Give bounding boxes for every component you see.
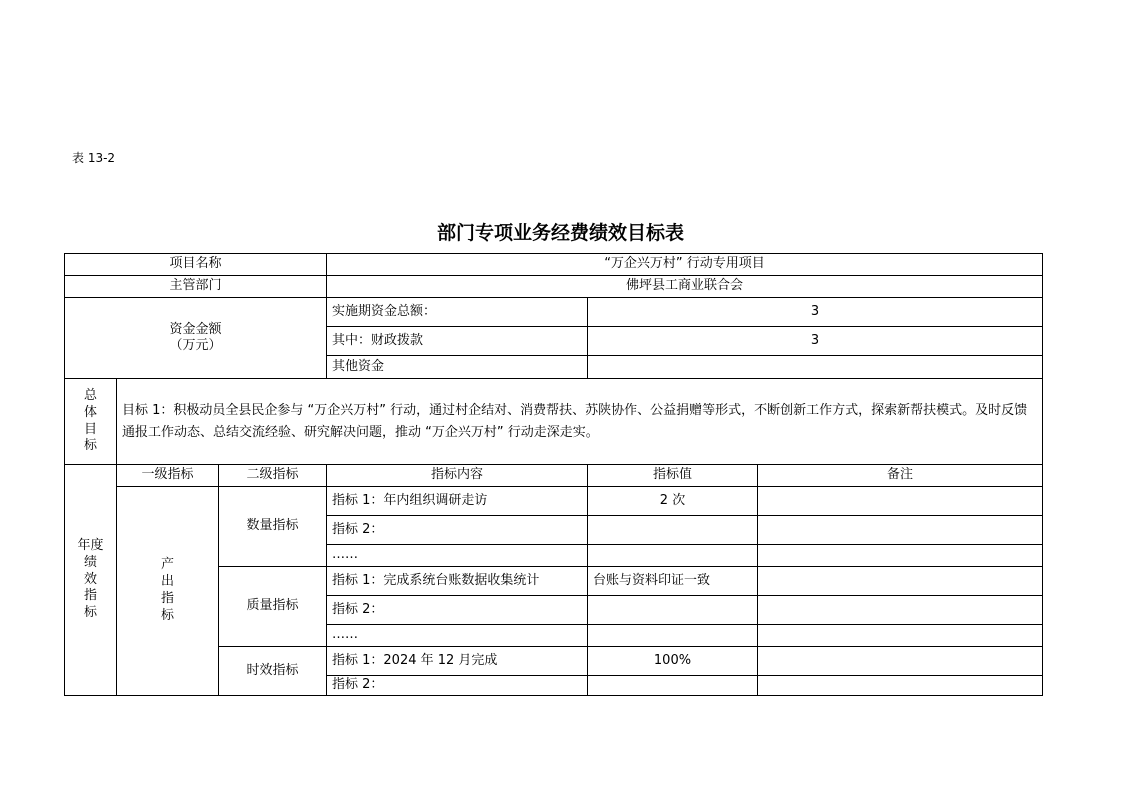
quality-indicator: 质量指标	[219, 567, 327, 647]
department-value: 佛坪县工商业联合会	[327, 276, 1043, 298]
performance-table	[64, 253, 1043, 696]
indicator-remark	[758, 545, 1043, 567]
funds-total-label: 实施期资金总额：	[327, 298, 588, 327]
funds-other-value	[588, 356, 1043, 379]
indicator-value	[588, 625, 758, 647]
indicator-content: ……	[327, 625, 588, 647]
funds-label-line2: （万元）	[169, 338, 222, 353]
indicator-value: 2 次	[588, 487, 758, 516]
funds-label-line1: 资金金额	[169, 321, 222, 337]
indicator-remark	[758, 647, 1043, 676]
annual-indicator-label: 年度 绩 效 指 标	[65, 465, 117, 696]
indicator-value: 台账与资料印证一致	[588, 567, 758, 596]
table-tag: 表 13-2	[72, 151, 116, 165]
indicator-content: 指标 2：	[327, 596, 588, 625]
page-title: 部门专项业务经费绩效目标表	[436, 222, 684, 244]
department-label: 主管部门	[65, 276, 327, 298]
overall-goal-text: 目标 1：积极动员全县民企参与 “万企兴万村” 行动，通过村企结对、消费帮扶、苏陕协作、公益捐赠等形式，不断创新工作方式，探索新帮扶模式。及时反馈通报工作动态、总结交流经验、研究解决问题，推动 “万企兴万村” 行动走深走实。	[117, 379, 1043, 465]
funds-label	[65, 298, 327, 379]
indicator-value	[588, 596, 758, 625]
overall-goal-label: 总 体 目 标	[65, 379, 117, 465]
table-row	[65, 379, 1043, 465]
funds-total-value: 3	[588, 298, 1043, 327]
table-row	[65, 298, 1043, 327]
indicator-remark	[758, 567, 1043, 596]
header-content: 指标内容	[327, 465, 588, 487]
indicator-content: 指标 1：年内组织调研走访	[327, 487, 588, 516]
header-remark: 备注	[758, 465, 1043, 487]
header-level2: 二级指标	[219, 465, 327, 487]
quantity-indicator: 数量指标	[219, 487, 327, 567]
table-header-row	[65, 465, 1043, 487]
indicator-value	[588, 545, 758, 567]
funds-fiscal-value: 3	[588, 327, 1043, 356]
indicator-content: 指标 2：	[327, 676, 588, 696]
indicator-value	[588, 676, 758, 696]
indicator-value	[588, 516, 758, 545]
project-name-label: 项目名称	[65, 254, 327, 276]
indicator-content: 指标 2：	[327, 516, 588, 545]
indicator-remark	[758, 596, 1043, 625]
indicator-content: ……	[327, 545, 588, 567]
indicator-remark	[758, 676, 1043, 696]
table-row	[65, 276, 1043, 298]
indicator-remark	[758, 625, 1043, 647]
funds-other-label: 其他资金	[327, 356, 588, 379]
indicator-value: 100%	[588, 647, 758, 676]
table-row	[65, 254, 1043, 276]
header-level1: 一级指标	[117, 465, 219, 487]
indicator-content: 指标 1：2024 年 12 月完成	[327, 647, 588, 676]
funds-fiscal-label: 其中：财政拨款	[327, 327, 588, 356]
header-value: 指标值	[588, 465, 758, 487]
indicator-content: 指标 1：完成系统台账数据收集统计	[327, 567, 588, 596]
table-row	[65, 487, 1043, 516]
indicator-remark	[758, 487, 1043, 516]
level1-output-indicator: 产 出 指 标	[117, 487, 219, 696]
indicator-remark	[758, 516, 1043, 545]
project-name-value: “万企兴万村” 行动专用项目	[327, 254, 1043, 276]
timeliness-indicator: 时效指标	[219, 647, 327, 696]
